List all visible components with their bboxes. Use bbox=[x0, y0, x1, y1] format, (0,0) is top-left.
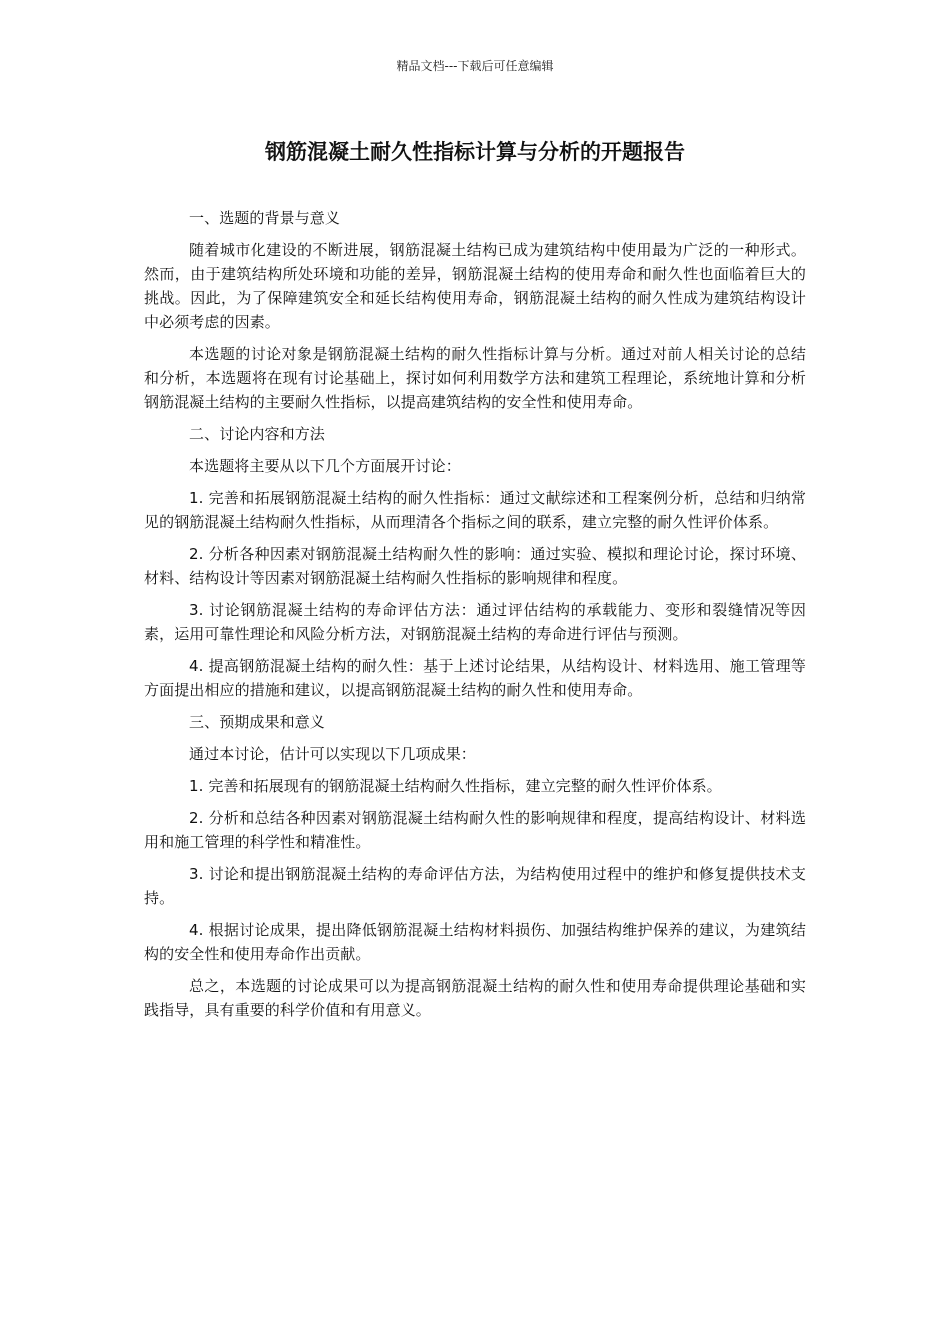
list-item: 2. 分析和总结各种因素对钢筋混凝土结构耐久性的影响规律和程度，提高结构设计、材料选用和施工管理的科学性和精准性。 bbox=[144, 809, 806, 851]
section-heading-content-methods: 二、讨论内容和方法 bbox=[189, 425, 325, 443]
list-item: 1. 完善和拓展钢筋混凝土结构的耐久性指标：通过文献综述和工程案例分析，总结和归纳常见的钢筋混凝土结构耐久性指标，从而理清各个指标之间的联系，建立完整的耐久性评价体系。 bbox=[144, 489, 806, 531]
section-heading-background: 一、选题的背景与意义 bbox=[189, 209, 341, 227]
list-item: 3. 讨论钢筋混凝土结构的寿命评估方法：通过评估结构的承载能力、变形和裂缝情况等因素，运用可靠性理论和风险分析方法，对钢筋混凝土结构的寿命进行评估与预测。 bbox=[144, 601, 806, 643]
document-body bbox=[144, 206, 806, 1030]
list-item: 4. 根据讨论成果，提出降低钢筋混凝土结构材料损伤、加强结构维护保养的建议，为建筑结构的安全性和使用寿命作出贡献。 bbox=[144, 921, 806, 963]
conclusion-paragraph: 总之，本选题的讨论成果可以为提高钢筋混凝土结构的耐久性和使用寿命提供理论基础和实践指导，具有重要的科学价值和有用意义。 bbox=[144, 977, 806, 1019]
paragraph: 本选题将主要从以下几个方面展开讨论： bbox=[189, 457, 461, 475]
paragraph: 本选题的讨论对象是钢筋混凝土结构的耐久性指标计算与分析。通过对前人相关讨论的总结和分析，本选题将在现有讨论基础上，探讨如何利用数学方法和建筑工程理论，系统地计算和分析钢筋混凝土结构的主要耐久性指标，以提高建筑结构的安全性和使用寿命。 bbox=[144, 345, 806, 411]
list-item: 1. 完善和拓展现有的钢筋混凝土结构耐久性指标，建立完整的耐久性评价体系。 bbox=[189, 777, 722, 795]
document-title: 钢筋混凝土耐久性指标计算与分析的开题报告 bbox=[265, 140, 685, 164]
list-item: 2. 分析各种因素对钢筋混凝土结构耐久性的影响：通过实验、模拟和理论讨论，探讨环境、材料、结构设计等因素对钢筋混凝土结构耐久性指标的影响规律和程度。 bbox=[144, 545, 806, 587]
list-item: 4. 提高钢筋混凝土结构的耐久性：基于上述讨论结果，从结构设计、材料选用、施工管理等方面提出相应的措施和建议，以提高钢筋混凝土结构的耐久性和使用寿命。 bbox=[144, 657, 806, 699]
paragraph: 随着城市化建设的不断进展，钢筋混凝土结构已成为建筑结构中使用最为广泛的一种形式。然而，由于建筑结构所处环境和功能的差异，钢筋混凝土结构的使用寿命和耐久性也面临着巨大的挑战。因此，为了保障建筑安全和延长结构使用寿命，钢筋混凝土结构的耐久性成为建筑结构设计中必须考虑的因素。 bbox=[144, 241, 806, 331]
list-item: 3. 讨论和提出钢筋混凝土结构的寿命评估方法，为结构使用过程中的维护和修复提供技术支持。 bbox=[144, 865, 806, 907]
header-note: 精品文档---下载后可任意编辑 bbox=[396, 59, 554, 73]
paragraph: 通过本讨论，估计可以实现以下几项成果： bbox=[189, 745, 476, 763]
section-heading-expected-results: 三、预期成果和意义 bbox=[189, 713, 325, 731]
